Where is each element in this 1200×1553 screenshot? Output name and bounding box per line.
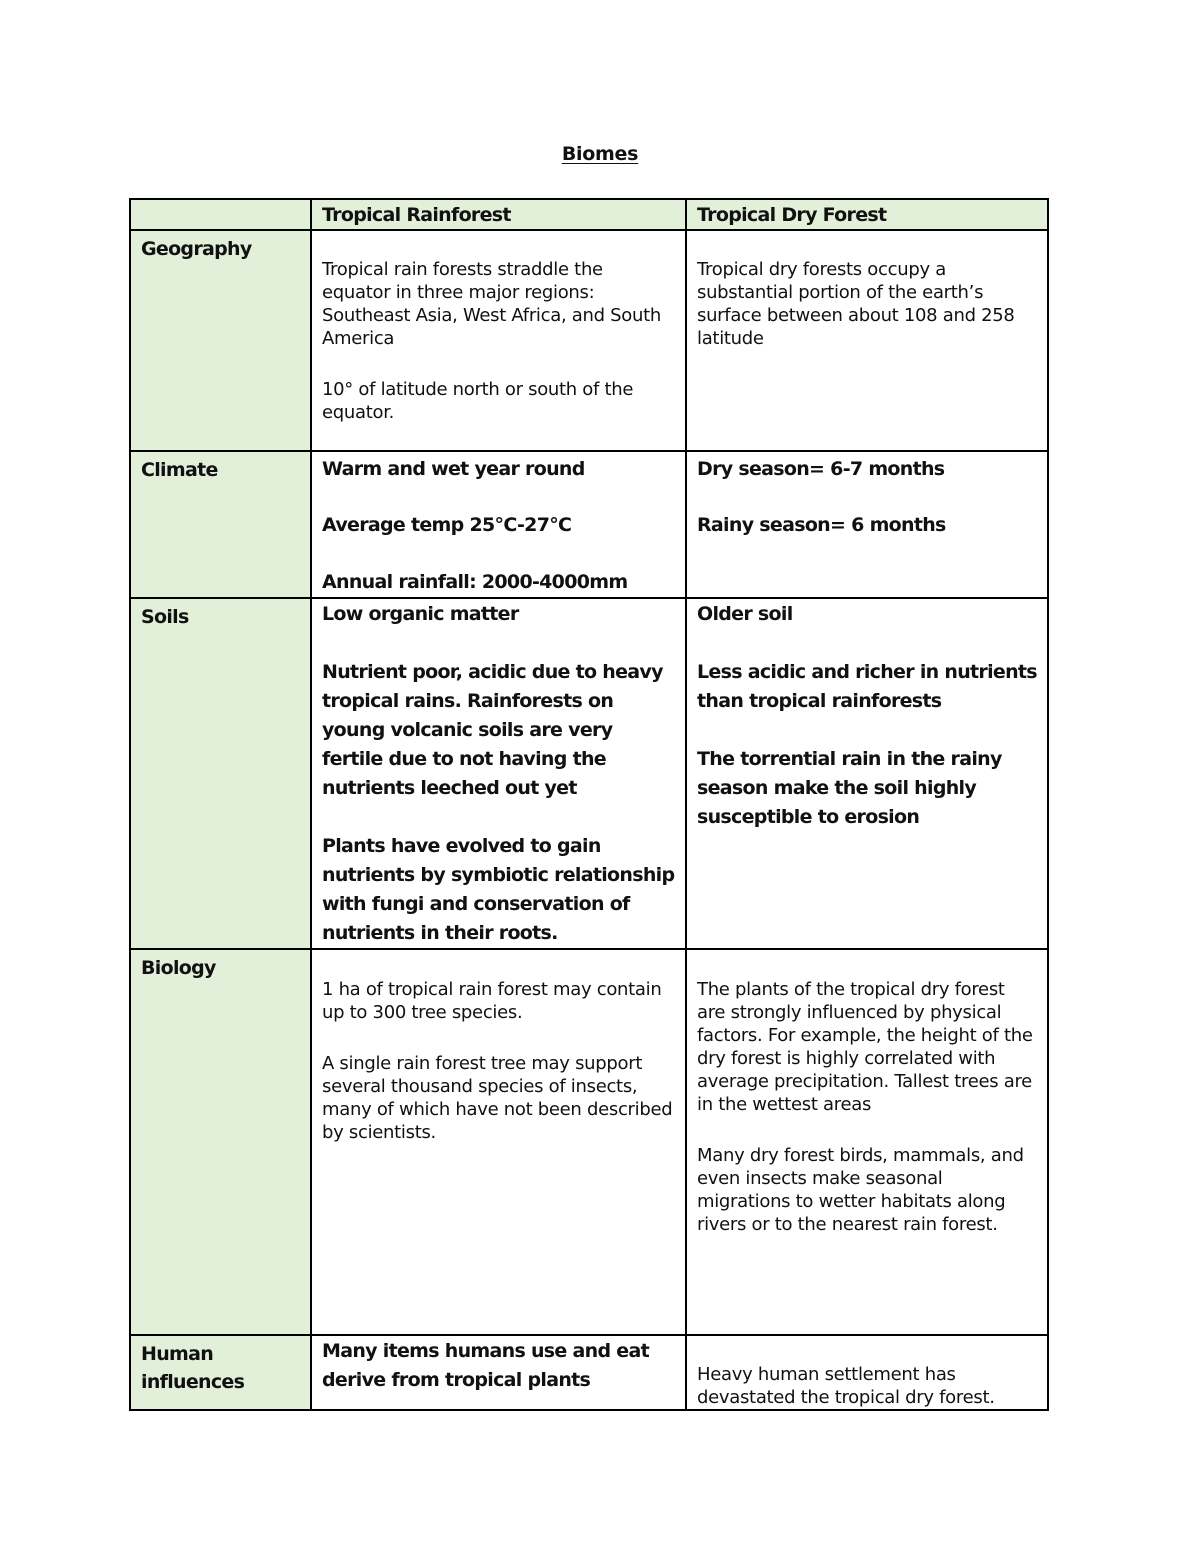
soils-rainforest-text-3: Plants have evolved to gain nutrients by symbiotic relationship with fungi and conservation of nutrients in their roots. xyxy=(322,835,675,944)
biology-dry-text-1: The plants of the tropical dry forest are strongly influenced by physical factors. For example, the height of the dry forest is highly correlated with average precipitation. Tallest trees are in the wettest areas xyxy=(697,979,1033,1115)
geography-dry-text-1: Tropical dry forests occupy a substantial portion of the earth’s surface between about 108 and 258 latitude xyxy=(697,259,1015,349)
header-cell-rainforest xyxy=(311,199,686,230)
table-row-geography xyxy=(130,230,1048,451)
cell-soils-dry xyxy=(686,598,1048,949)
soils-dry-text-3: The torrential rain in the rainy season make the soil highly susceptible to erosion xyxy=(697,748,1002,828)
climate-rainforest-text-3: Annual rainfall: 2000-4000mm xyxy=(322,571,628,593)
human-dry-text-1: Heavy human settlement has devastated the tropical dry forest. xyxy=(697,1364,995,1408)
human-rainforest-text-1: Many items humans use and eat derive from tropical plants xyxy=(322,1340,649,1391)
biology-rainforest-text-1: 1 ha of tropical rain forest may contain up to 300 tree species. xyxy=(322,979,662,1023)
table-row-biology xyxy=(130,949,1048,1335)
header-cell-dry-forest xyxy=(686,199,1048,230)
climate-rainforest-text-2: Average temp 25°C-27°C xyxy=(322,514,572,536)
geography-rainforest-text-2: 10° of latitude north or south of the equator. xyxy=(322,379,634,423)
climate-rainforest-text-1: Warm and wet year round xyxy=(322,458,585,480)
cell-human-rainforest xyxy=(311,1335,686,1410)
cell-geography-dry xyxy=(686,230,1048,451)
geography-rainforest-text-1: Tropical rain forests straddle the equator in three major regions: Southeast Asia, West Africa, and South America xyxy=(322,259,661,349)
climate-dry-text-1: Dry season= 6-7 months xyxy=(697,458,945,480)
table-row-human-influences xyxy=(130,1335,1048,1410)
soils-dry-text-1: Older soil xyxy=(697,603,793,625)
row-label-biology: Biology xyxy=(141,957,216,979)
biology-rainforest-text-2: A single rain forest tree may support several thousand species of insects, many of which have not been described by scientists. xyxy=(322,1053,673,1143)
row-label-geography: Geography xyxy=(141,238,252,260)
table-row-climate xyxy=(130,451,1048,598)
page-title: Biomes xyxy=(561,143,639,165)
climate-dry-text-2: Rainy season= 6 months xyxy=(697,514,946,536)
soils-dry-text-2: Less acidic and richer in nutrients than tropical rainforests xyxy=(697,661,1037,712)
cell-human-dry xyxy=(686,1335,1048,1410)
row-label-climate: Climate xyxy=(141,459,218,481)
soils-rainforest-text-2: Nutrient poor, acidic due to heavy tropical rains. Rainforests on young volcanic soils are very fertile due to not having the nutrients leeched out yet xyxy=(322,661,663,799)
row-label-cell xyxy=(130,598,311,949)
row-label-cell xyxy=(130,451,311,598)
table-row-soils xyxy=(130,598,1048,949)
soils-rainforest-text-1: Low organic matter xyxy=(322,603,519,625)
cell-climate-dry xyxy=(686,451,1048,598)
cell-geography-rainforest xyxy=(311,230,686,451)
biology-dry-text-2: Many dry forest birds, mammals, and even insects make seasonal migrations to wetter habitats along rivers or to the nearest rain forest. xyxy=(697,1145,1024,1235)
header-row xyxy=(130,199,1048,230)
row-label-human-influences: Human influences xyxy=(141,1343,245,1393)
row-label-cell xyxy=(130,230,311,451)
cell-biology-rainforest xyxy=(311,949,686,1335)
cell-climate-rainforest xyxy=(311,451,686,598)
row-label-soils: Soils xyxy=(141,606,189,628)
biomes-table xyxy=(129,198,1049,1411)
header-dry-forest: Tropical Dry Forest xyxy=(697,204,887,226)
header-cell-empty xyxy=(130,199,311,230)
cell-biology-dry xyxy=(686,949,1048,1335)
cell-soils-rainforest xyxy=(311,598,686,949)
header-rainforest: Tropical Rainforest xyxy=(322,204,511,226)
row-label-cell xyxy=(130,1335,311,1410)
row-label-cell xyxy=(130,949,311,1335)
